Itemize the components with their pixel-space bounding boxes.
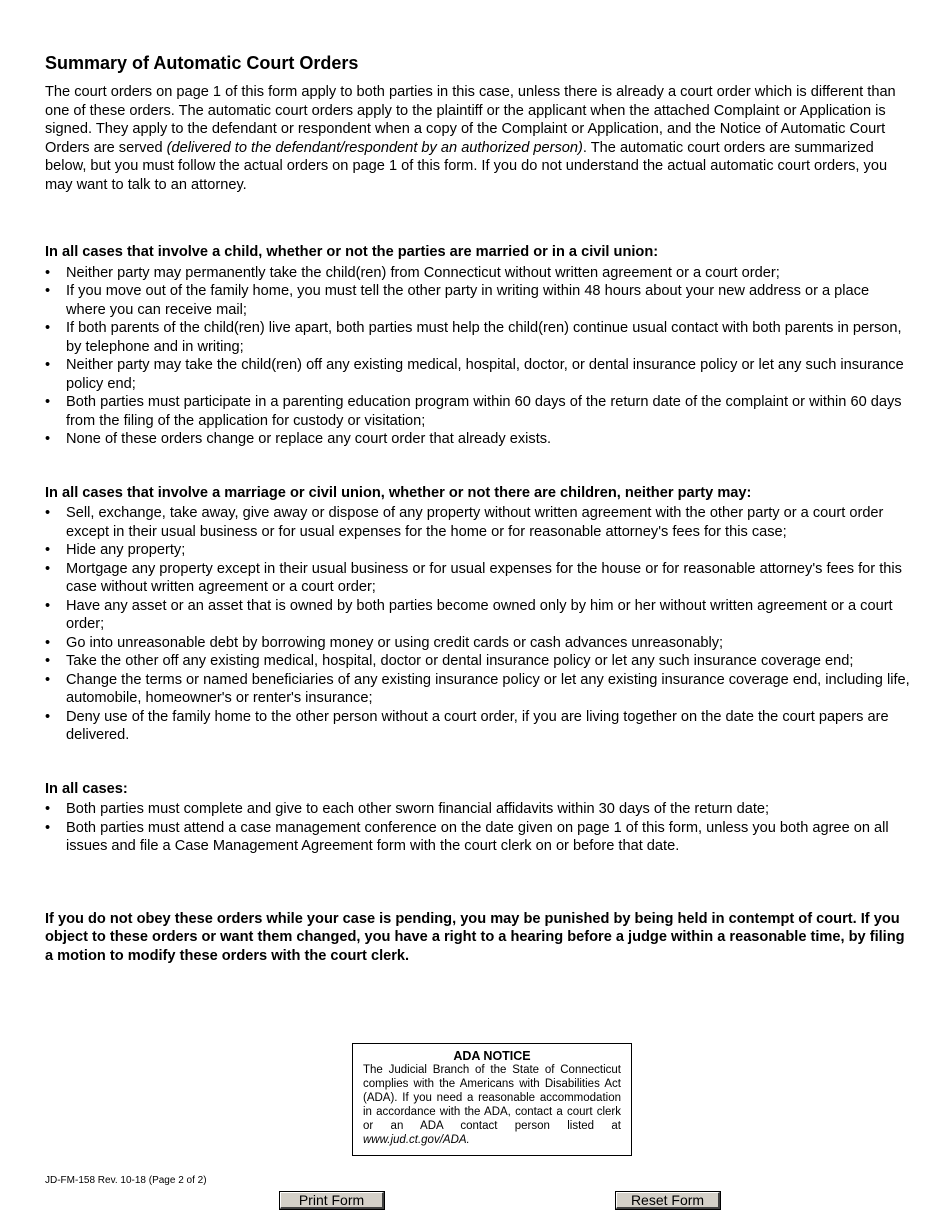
bullet-icon: •: [45, 431, 51, 447]
list-item-text: Hide any property;: [66, 542, 186, 558]
bullet-list-all-cases: [45, 800, 911, 856]
section-heading-children: In all cases that involve a child, whether or not the parties are married or in a civil union:: [45, 244, 659, 260]
page-title: Summary of Automatic Court Orders: [45, 53, 359, 73]
bullet-icon: •: [45, 357, 51, 373]
bullet-icon: •: [45, 819, 51, 836]
list-item: [45, 800, 911, 819]
list-item: [45, 541, 911, 560]
bullet-icon: •: [45, 505, 51, 521]
list-item-text: If you move out of the family home, you must tell the other party in writing within 48 hours about your new address or a place where you can receive mail;: [66, 283, 870, 318]
bullet-icon: •: [45, 653, 51, 669]
bullet-icon: •: [45, 264, 51, 281]
list-item-text: Neither party may permanently take the child(ren) from Connecticut without written agreement or a court order;: [66, 264, 780, 281]
bullet-icon: •: [45, 394, 51, 410]
contempt-warning: If you do not obey these orders while your case is pending, you may be punished by being held in contempt of court. If you object to these orders or want them changed, you have a right to a hearing before a judge within a reasonable time, by filing a motion to modify these orders with the court clerk.: [45, 910, 905, 964]
bullet-icon: •: [45, 542, 51, 558]
list-item: [45, 282, 911, 319]
bullet-icon: •: [45, 597, 51, 614]
list-item: [45, 430, 911, 449]
bullet-icon: •: [45, 560, 51, 577]
list-item: [45, 597, 911, 634]
bullet-icon: •: [45, 708, 51, 725]
document-page: [45, 53, 911, 965]
bullet-list-marriage: [45, 504, 911, 745]
ada-link[interactable]: www.jud.ct.gov/ADA.: [363, 1134, 470, 1146]
list-item-text: Change the terms or named beneficiaries of any existing insurance policy or let any existing insurance coverage end, including life, automobile, homeowner's or renter's insurance;: [66, 671, 910, 706]
list-item-text: None of these orders change or replace any court order that already exists.: [66, 431, 552, 447]
list-item-text: Both parties must complete and give to each other sworn financial affidavits within 30 days of the return date;: [66, 801, 770, 817]
list-item-text: Go into unreasonable debt by borrowing money or using credit cards or cash advances unreasonably;: [66, 634, 724, 651]
section-heading-marriage: In all cases that involve a marriage or civil union, whether or not there are children, neither party may:: [45, 484, 752, 501]
intro-text-2: . The automatic court orders are summarized below, but you must follow the actual orders on page 1 of this form. If you do not understand the actual automatic court orders, you may want to talk to an attorney.: [45, 139, 888, 193]
list-item-text: Have any asset or an asset that is owned by both parties become owned only by him or her without written agreement or a court order;: [66, 597, 893, 632]
bullet-icon: •: [45, 634, 51, 651]
bullet-icon: •: [45, 671, 51, 688]
list-item: [45, 560, 911, 597]
list-item-text: Neither party may take the child(ren) off any existing medical, hospital, doctor, or dental insurance policy or let any such insurance policy end;: [66, 357, 904, 392]
list-item-text: Both parties must attend a case management conference on the date given on page 1 of this form, unless you both agree on all issues and file a Case Management Agreement form with the court clerk on or before that date.: [66, 819, 889, 854]
list-item: [45, 671, 911, 708]
list-item-text: Take the other off any existing medical, hospital, doctor or dental insurance policy or let any such insurance coverage end;: [66, 653, 854, 669]
bullet-icon: •: [45, 283, 51, 299]
reset-form-button[interactable]: Reset Form: [616, 1192, 720, 1209]
bullet-icon: •: [45, 320, 51, 336]
bullet-icon: •: [45, 801, 51, 817]
print-form-button[interactable]: Print Form: [280, 1192, 384, 1209]
intro-italic: (delivered to the defendant/respondent by an authorized person): [166, 139, 583, 156]
list-item: [45, 708, 911, 745]
bullet-list-children: [45, 264, 911, 449]
list-item: [45, 393, 911, 430]
form-id-footer: JD-FM-158 Rev. 10-18 (Page 2 of 2): [45, 1175, 207, 1186]
list-item-text: If both parents of the child(ren) live apart, both parties must help the child(ren) continue usual contact with both parents in person, by telephone and in writing;: [66, 320, 902, 355]
list-item-text: Mortgage any property except in their usual business or for usual expenses for the house or for reasonable attorney's fees for this case without written agreement or a court order;: [66, 560, 902, 595]
list-item: [45, 634, 911, 653]
list-item-text: Both parties must participate in a parenting education program within 60 days of the return date of the complaint or within 60 days from the filing of the application for custody or visitation;: [66, 394, 902, 429]
intro-paragraph: [45, 83, 911, 194]
list-item: [45, 264, 911, 283]
list-item: [45, 504, 911, 541]
list-item: [45, 819, 911, 856]
section-heading-all-cases: In all cases:: [45, 780, 128, 797]
ada-notice-body: [363, 1063, 621, 1147]
list-item: [45, 319, 911, 356]
ada-notice-text: The Judicial Branch of the State of Connecticut complies with the Americans with Disabilities Act (ADA). If you need a reasonable accommodation in accordance with the ADA, contact a court clerk or an ADA contact person listed at: [363, 1064, 621, 1132]
list-item: [45, 652, 911, 671]
list-item: [45, 356, 911, 393]
ada-notice-title: ADA NOTICE: [453, 1049, 531, 1063]
ada-notice-box: [352, 1043, 632, 1156]
intro-text-1: The court orders on page 1 of this form apply to both parties in this case, unless there is already a court order which is different than one of these orders. The automatic court orders apply to the plaintiff or the applicant when the attached Complaint or Application is signed. They apply to the defendant or respondent when a copy of the Complaint or Application, and the Notice of Automatic Court Orders are served: [45, 84, 896, 156]
list-item-text: Deny use of the family home to the other person without a court order, if you are living together on the date the court papers are delivered.: [66, 708, 889, 743]
list-item-text: Sell, exchange, take away, give away or dispose of any property without written agreement with the other party or a court order except in their usual business or for usual expenses for the home or for reasonable attorney's fees for this case;: [66, 505, 884, 540]
